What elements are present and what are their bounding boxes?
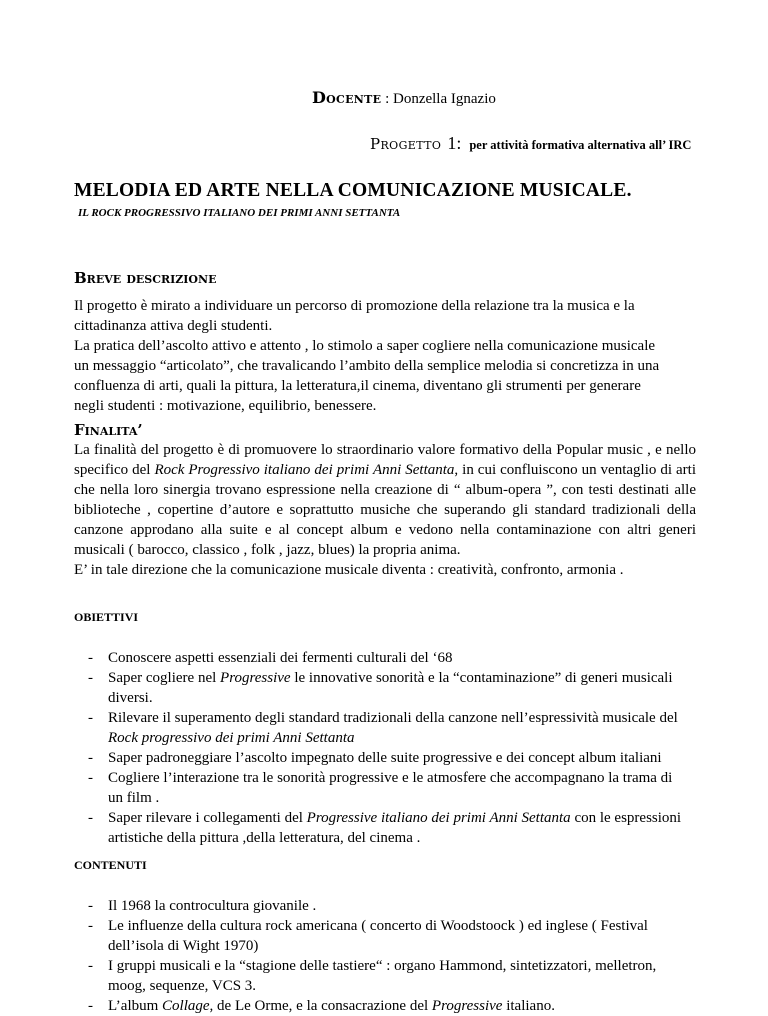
dash-bullet: - bbox=[88, 650, 93, 666]
docente-label: Docente bbox=[312, 88, 382, 107]
list-item bbox=[74, 956, 684, 996]
dash-bullet: - bbox=[88, 670, 93, 686]
dash-bullet: - bbox=[88, 918, 93, 934]
list-item bbox=[74, 668, 684, 708]
item-text: le innovative sonorità e la “contaminazione” di generi musicali diversi. bbox=[108, 670, 673, 706]
item-text: Rilevare il superamento degli standard tradizionali della canzone nell’espressività musicale del bbox=[108, 710, 678, 726]
dash-bullet: - bbox=[88, 810, 93, 826]
dash-bullet: - bbox=[88, 750, 93, 766]
document-title: MELODIA ED ARTE NELLA COMUNICAZIONE MUSICALE. bbox=[74, 180, 632, 201]
dash-bullet: - bbox=[88, 898, 93, 914]
finalita-conclusion: E’ in tale direzione che la comunicazione musicale diventa : creatività, confronto, armonia . bbox=[74, 562, 624, 578]
document-subtitle: IL ROCK PROGRESSIVO ITALIANO DEI PRIMI ANNI SETTANTA bbox=[78, 207, 401, 219]
item-text: Saper cogliere nel bbox=[108, 670, 221, 686]
finalita-text-part: , in cui confluiscono un ventaglio di arti che nella loro sinergia trovano espressione nella creazione di “ album-opera ”, con testi destinati alle biblioteche , copertine d’autore e soprattutto musiche che superando gli standard tradizionali della canzone approdano alla suite e al concept album e vedono nella contaminazione con altri generi musicali ( barocco, classico , folk , jazz, blues) la propria anima. bbox=[74, 462, 696, 558]
contenuti-heading: CONTENUTI bbox=[74, 858, 147, 872]
dash-bullet: - bbox=[88, 770, 93, 786]
finalita-paragraph bbox=[74, 440, 696, 580]
list-item bbox=[74, 916, 684, 956]
item-text: I gruppi musicali e la “stagione delle tastiere“ : organo Hammond, sintetizzatori, melletron, moog, sequenze, VCS 3. bbox=[108, 958, 657, 994]
breve-heading: Breve descrizione bbox=[74, 269, 217, 287]
item-emphasis: Rock progressivo dei primi Anni Settanta bbox=[108, 730, 355, 746]
item-text: Saper padroneggiare l’ascolto impegnato delle suite progressive e dei concept album italiani bbox=[108, 750, 662, 766]
finalita-emphasis: Rock Progressivo italiano dei primi Anni Settanta bbox=[154, 462, 455, 478]
list-item bbox=[74, 768, 684, 808]
dash-bullet: - bbox=[88, 710, 93, 726]
item-text: de Le Orme, e la consacrazione del bbox=[213, 998, 432, 1014]
item-text: Cogliere l’interazione tra le sonorità progressive e le atmosfere che accompagnano la trama di un film . bbox=[108, 770, 673, 806]
breve-line: negli studenti : motivazione, equilibrio, benessere. bbox=[74, 398, 377, 414]
obiettivi-heading: OBIETTIVI bbox=[74, 610, 139, 624]
dash-bullet: - bbox=[88, 998, 93, 1014]
item-text: Saper rilevare i collegamenti del bbox=[108, 810, 307, 826]
list-item bbox=[74, 648, 684, 668]
progetto-label: Progetto bbox=[370, 135, 442, 153]
item-text: con le espressioni artistiche della pittura ,della letteratura, del cinema . bbox=[108, 810, 682, 846]
finalita-text-part: La finalità del progetto è di promuovere lo straordinario valore formativo della Popular music , e nello specifico del bbox=[74, 442, 696, 478]
dash-bullet: - bbox=[88, 958, 93, 974]
breve-line: un messaggio “articolato”, che travalicando l’ambito della semplice melodia si concretizza in una bbox=[74, 358, 660, 374]
progetto-number: 1: bbox=[447, 133, 462, 153]
item-text: italiano. bbox=[502, 998, 555, 1014]
breve-line: cittadinanza attiva degli studenti. bbox=[74, 318, 273, 334]
item-emphasis: Progressive bbox=[431, 998, 503, 1014]
breve-line: confluenza di arti, quali la pittura, la letteratura,il cinema, diventano gli strumenti per generare bbox=[74, 378, 641, 394]
list-item bbox=[74, 996, 684, 1016]
finalita-heading: Finalita’ bbox=[74, 421, 143, 439]
finalita-text bbox=[74, 440, 696, 560]
item-text: Il 1968 la controcultura giovanile . bbox=[108, 898, 317, 914]
list-item bbox=[74, 896, 684, 916]
list-item bbox=[74, 808, 684, 848]
item-emphasis: Progressive italiano dei primi Anni Settanta bbox=[306, 810, 571, 826]
list-item bbox=[74, 748, 684, 768]
item-text: L’album bbox=[108, 998, 163, 1014]
docente-value: : Donzella Ignazio bbox=[385, 91, 496, 107]
breve-paragraph bbox=[74, 296, 696, 416]
list-item bbox=[74, 708, 684, 748]
breve-line: Il progetto è mirato a individuare un percorso di promozione della relazione tra la musica e la bbox=[74, 298, 635, 314]
progetto-line bbox=[370, 133, 691, 154]
docente-line bbox=[312, 88, 496, 108]
item-emphasis: Collage, bbox=[162, 998, 214, 1014]
item-emphasis: Progressive bbox=[220, 670, 291, 686]
breve-line: La pratica dell’ascolto attivo e attento , lo stimolo a saper cogliere nella comunicazione musicale bbox=[74, 338, 656, 354]
item-text: Conoscere aspetti essenziali dei fermenti culturali del ‘68 bbox=[108, 650, 453, 666]
item-text: Le influenze della cultura rock americana ( concerto di Woodstoock ) ed inglese ( Festival dell’isola di Wight 1970) bbox=[108, 918, 648, 954]
contenuti-list bbox=[74, 896, 684, 1016]
obiettivi-list bbox=[74, 648, 684, 848]
progetto-text: per attività formativa alternativa all’ IRC bbox=[469, 138, 692, 152]
